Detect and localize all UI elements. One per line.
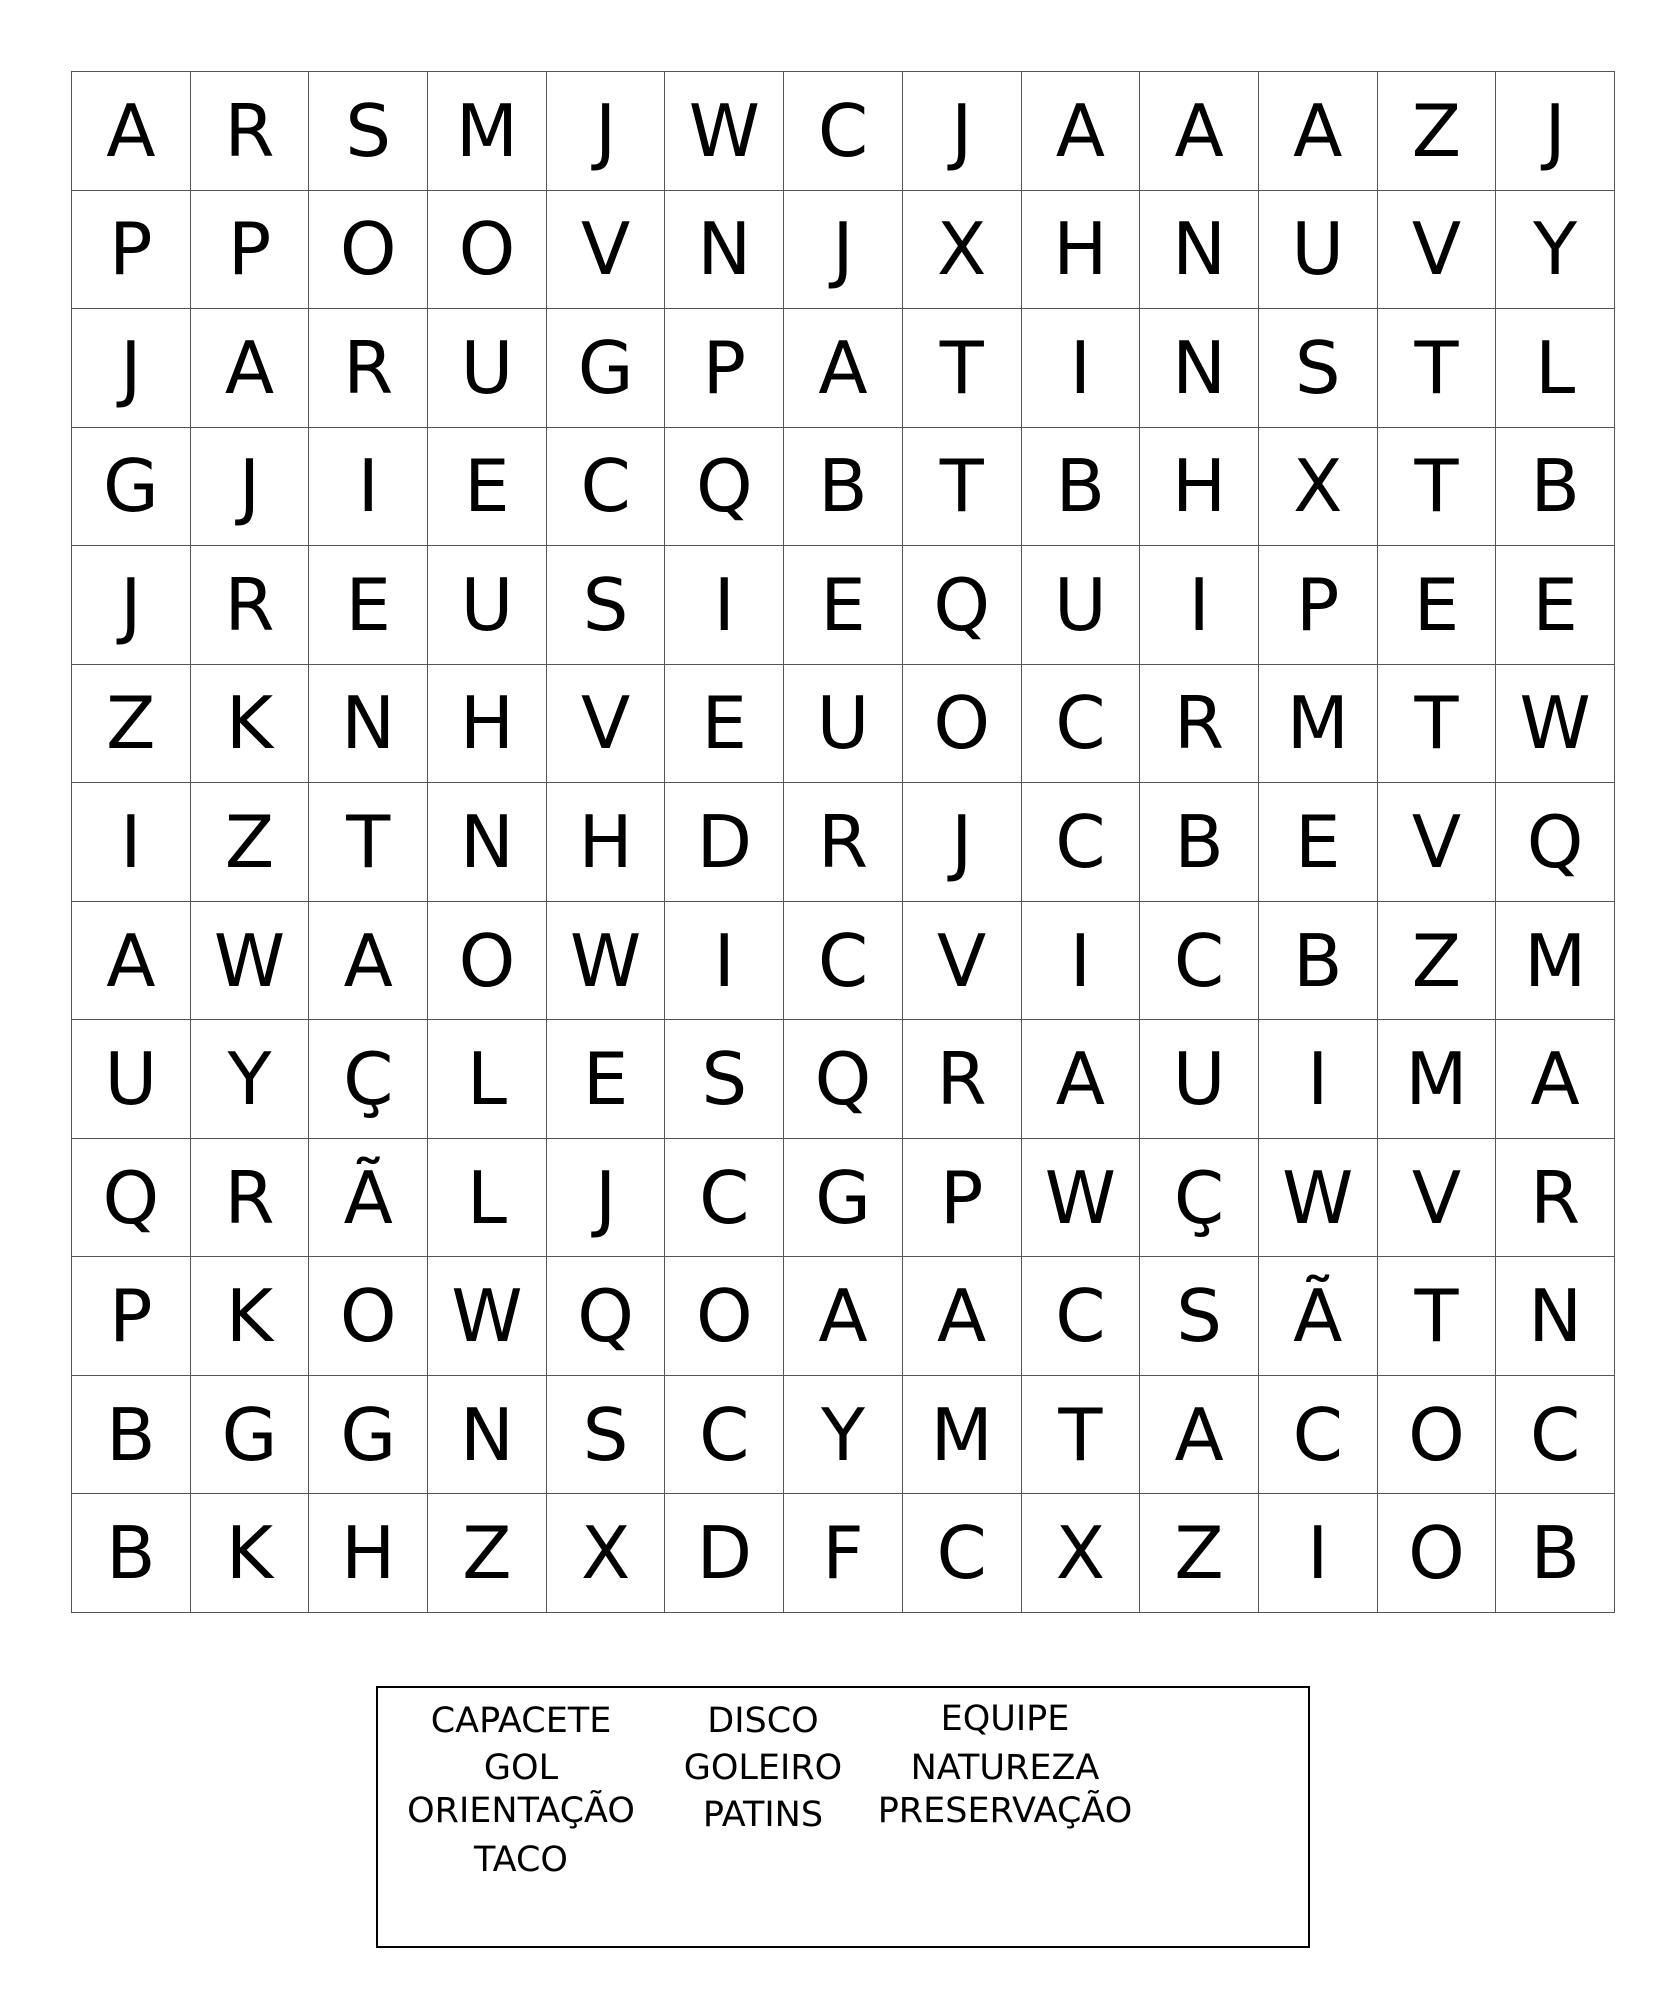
grid-cell[interactable]: P bbox=[72, 191, 191, 310]
word-list-item: PRESERVAÇÃO bbox=[877, 1791, 1133, 1831]
grid-cell[interactable]: S bbox=[547, 546, 666, 665]
grid-cell[interactable]: B bbox=[72, 1494, 191, 1613]
grid-cell[interactable]: W bbox=[1496, 665, 1615, 784]
grid-cell[interactable]: Q bbox=[784, 1020, 903, 1139]
grid-cell[interactable]: N bbox=[1140, 191, 1259, 310]
grid-cell[interactable]: Z bbox=[1378, 902, 1497, 1021]
grid-cell[interactable]: V bbox=[547, 665, 666, 784]
grid-cell[interactable]: Y bbox=[784, 1376, 903, 1495]
grid-cell[interactable]: A bbox=[1022, 1020, 1141, 1139]
grid-cell[interactable]: O bbox=[1378, 1494, 1497, 1613]
grid-cell[interactable]: R bbox=[903, 1020, 1022, 1139]
grid-cell[interactable]: U bbox=[428, 546, 547, 665]
grid-cell[interactable]: N bbox=[309, 665, 428, 784]
grid-cell[interactable]: S bbox=[547, 1376, 666, 1495]
grid-cell[interactable]: A bbox=[784, 1257, 903, 1376]
grid-cell[interactable]: O bbox=[309, 1257, 428, 1376]
grid-cell[interactable]: C bbox=[665, 1139, 784, 1258]
grid-cell[interactable]: T bbox=[903, 428, 1022, 547]
grid-cell[interactable]: C bbox=[1022, 783, 1141, 902]
grid-cell[interactable]: E bbox=[1378, 546, 1497, 665]
grid-cell[interactable]: P bbox=[72, 1257, 191, 1376]
grid-cell[interactable]: T bbox=[309, 783, 428, 902]
grid-cell[interactable]: R bbox=[1140, 665, 1259, 784]
grid-cell[interactable]: I bbox=[1259, 1020, 1378, 1139]
grid-cell[interactable]: R bbox=[784, 783, 903, 902]
grid-cell[interactable]: G bbox=[191, 1376, 310, 1495]
grid-cell[interactable]: W bbox=[547, 902, 666, 1021]
grid-cell[interactable]: M bbox=[428, 72, 547, 191]
grid-cell[interactable]: W bbox=[1022, 1139, 1141, 1258]
grid-cell[interactable]: W bbox=[428, 1257, 547, 1376]
grid-cell[interactable]: N bbox=[665, 191, 784, 310]
grid-cell[interactable]: J bbox=[903, 783, 1022, 902]
grid-cell[interactable]: M bbox=[1496, 902, 1615, 1021]
grid-cell[interactable]: Ã bbox=[309, 1139, 428, 1258]
grid-cell[interactable]: K bbox=[191, 1257, 310, 1376]
grid-cell[interactable]: C bbox=[903, 1494, 1022, 1613]
grid-cell[interactable]: W bbox=[191, 902, 310, 1021]
grid-cell[interactable]: T bbox=[1378, 1257, 1497, 1376]
grid-cell[interactable]: Q bbox=[72, 1139, 191, 1258]
grid-cell[interactable]: O bbox=[1378, 1376, 1497, 1495]
grid-cell[interactable]: Q bbox=[547, 1257, 666, 1376]
grid-cell[interactable]: O bbox=[428, 191, 547, 310]
word-list-item: NATUREZA bbox=[910, 1748, 1100, 1788]
grid-cell[interactable]: D bbox=[665, 1494, 784, 1613]
grid-cell[interactable]: I bbox=[1259, 1494, 1378, 1613]
grid-cell[interactable]: Q bbox=[1496, 783, 1615, 902]
word-list-item: DISCO bbox=[707, 1701, 819, 1741]
grid-cell[interactable]: J bbox=[191, 428, 310, 547]
grid-cell[interactable]: M bbox=[903, 1376, 1022, 1495]
grid-cell[interactable]: L bbox=[428, 1139, 547, 1258]
grid-cell[interactable]: T bbox=[1022, 1376, 1141, 1495]
grid-cell[interactable]: E bbox=[547, 1020, 666, 1139]
grid-cell[interactable]: I bbox=[1140, 546, 1259, 665]
grid-cell[interactable]: I bbox=[309, 428, 428, 547]
grid-cell[interactable]: E bbox=[309, 546, 428, 665]
grid-cell[interactable]: D bbox=[665, 783, 784, 902]
grid-cell[interactable]: H bbox=[1022, 191, 1141, 310]
grid-cell[interactable]: K bbox=[191, 1494, 310, 1613]
grid-cell[interactable]: I bbox=[1022, 902, 1141, 1021]
grid-cell[interactable]: J bbox=[547, 72, 666, 191]
grid-cell[interactable]: N bbox=[1140, 309, 1259, 428]
word-list bbox=[376, 1686, 1310, 1948]
grid-cell[interactable]: I bbox=[72, 783, 191, 902]
letter-grid bbox=[71, 71, 1615, 1613]
grid-cell[interactable]: Ç bbox=[309, 1020, 428, 1139]
grid-cell[interactable]: R bbox=[1496, 1139, 1615, 1258]
grid-cell[interactable]: C bbox=[1496, 1376, 1615, 1495]
grid-cell[interactable]: Z bbox=[191, 783, 310, 902]
grid-cell[interactable]: A bbox=[1140, 1376, 1259, 1495]
grid-cell[interactable]: R bbox=[191, 546, 310, 665]
grid-cell[interactable]: B bbox=[1022, 428, 1141, 547]
word-list-item: TACO bbox=[474, 1840, 568, 1880]
grid-cell[interactable]: J bbox=[72, 546, 191, 665]
grid-cell[interactable]: P bbox=[191, 191, 310, 310]
grid-cell[interactable]: U bbox=[428, 309, 547, 428]
grid-cell[interactable]: J bbox=[547, 1139, 666, 1258]
word-list-item: ORIENTAÇÃO bbox=[407, 1791, 635, 1831]
grid-cell[interactable]: E bbox=[665, 665, 784, 784]
grid-cell[interactable]: J bbox=[903, 72, 1022, 191]
grid-cell[interactable]: E bbox=[784, 546, 903, 665]
grid-cell[interactable]: Q bbox=[903, 546, 1022, 665]
grid-cell[interactable]: C bbox=[547, 428, 666, 547]
grid-cell[interactable]: P bbox=[1259, 546, 1378, 665]
grid-cell[interactable]: C bbox=[665, 1376, 784, 1495]
grid-cell[interactable]: J bbox=[72, 309, 191, 428]
grid-cell[interactable]: Z bbox=[72, 665, 191, 784]
grid-cell[interactable]: R bbox=[191, 1139, 310, 1258]
grid-cell[interactable]: S bbox=[309, 72, 428, 191]
grid-cell[interactable]: V bbox=[1378, 191, 1497, 310]
grid-cell[interactable]: A bbox=[191, 309, 310, 428]
grid-cell[interactable]: J bbox=[1496, 72, 1615, 191]
grid-cell[interactable]: Ç bbox=[1140, 1139, 1259, 1258]
grid-cell[interactable]: T bbox=[1378, 309, 1497, 428]
grid-cell[interactable]: Y bbox=[191, 1020, 310, 1139]
grid-cell[interactable]: W bbox=[1259, 1139, 1378, 1258]
grid-cell[interactable]: O bbox=[309, 191, 428, 310]
word-list-item: CAPACETE bbox=[430, 1701, 612, 1741]
grid-cell[interactable]: O bbox=[665, 1257, 784, 1376]
grid-cell[interactable]: V bbox=[903, 902, 1022, 1021]
grid-cell[interactable]: N bbox=[428, 783, 547, 902]
grid-cell[interactable]: V bbox=[547, 191, 666, 310]
grid-cell[interactable]: A bbox=[1022, 72, 1141, 191]
grid-cell[interactable]: G bbox=[72, 428, 191, 547]
grid-cell[interactable]: R bbox=[309, 309, 428, 428]
word-list-item: EQUIPE bbox=[940, 1699, 1070, 1739]
grid-cell[interactable]: A bbox=[1496, 1020, 1615, 1139]
grid-cell[interactable]: U bbox=[1022, 546, 1141, 665]
grid-cell[interactable]: C bbox=[1022, 1257, 1141, 1376]
grid-cell[interactable]: N bbox=[428, 1376, 547, 1495]
grid-cell[interactable]: U bbox=[1259, 191, 1378, 310]
grid-cell[interactable]: K bbox=[191, 665, 310, 784]
grid-cell[interactable]: O bbox=[903, 665, 1022, 784]
grid-cell[interactable]: Z bbox=[1378, 72, 1497, 191]
grid-cell[interactable]: X bbox=[547, 1494, 666, 1613]
grid-cell[interactable]: B bbox=[72, 1376, 191, 1495]
grid-cell[interactable]: C bbox=[1022, 665, 1141, 784]
grid-cell[interactable]: L bbox=[1496, 309, 1615, 428]
word-list-item: PATINS bbox=[702, 1795, 824, 1835]
grid-cell[interactable]: E bbox=[1259, 783, 1378, 902]
grid-cell[interactable]: S bbox=[665, 1020, 784, 1139]
grid-cell[interactable]: L bbox=[428, 1020, 547, 1139]
grid-cell[interactable]: P bbox=[903, 1139, 1022, 1258]
grid-cell[interactable]: X bbox=[1022, 1494, 1141, 1613]
grid-cell[interactable]: X bbox=[1259, 428, 1378, 547]
grid-cell[interactable]: I bbox=[1022, 309, 1141, 428]
grid-cell[interactable]: F bbox=[784, 1494, 903, 1613]
grid-cell[interactable]: H bbox=[547, 783, 666, 902]
grid-cell[interactable]: M bbox=[1259, 665, 1378, 784]
grid-cell[interactable]: O bbox=[428, 902, 547, 1021]
grid-cell[interactable]: U bbox=[72, 1020, 191, 1139]
grid-cell[interactable]: T bbox=[1378, 665, 1497, 784]
grid-cell[interactable]: A bbox=[784, 309, 903, 428]
grid-cell[interactable]: Ã bbox=[1259, 1257, 1378, 1376]
grid-cell[interactable]: B bbox=[784, 428, 903, 547]
grid-cell[interactable]: P bbox=[665, 309, 784, 428]
grid-cell[interactable]: A bbox=[1140, 72, 1259, 191]
grid-cell[interactable]: Y bbox=[1496, 191, 1615, 310]
grid-cell[interactable]: V bbox=[1378, 1139, 1497, 1258]
grid-cell[interactable]: N bbox=[1496, 1257, 1615, 1376]
grid-cell[interactable]: H bbox=[1140, 428, 1259, 547]
grid-cell[interactable]: T bbox=[903, 309, 1022, 428]
grid-cell[interactable]: Z bbox=[1140, 1494, 1259, 1613]
grid-cell[interactable]: W bbox=[665, 72, 784, 191]
grid-cell[interactable]: A bbox=[903, 1257, 1022, 1376]
grid-cell[interactable]: E bbox=[428, 428, 547, 547]
grid-cell[interactable]: A bbox=[309, 902, 428, 1021]
grid-cell[interactable]: S bbox=[1140, 1257, 1259, 1376]
grid-cell[interactable]: E bbox=[1496, 546, 1615, 665]
grid-cell[interactable]: G bbox=[547, 309, 666, 428]
grid-cell[interactable]: H bbox=[309, 1494, 428, 1613]
grid-cell[interactable]: B bbox=[1140, 783, 1259, 902]
grid-cell[interactable]: A bbox=[1259, 72, 1378, 191]
grid-cell[interactable]: B bbox=[1496, 428, 1615, 547]
grid-cell[interactable]: V bbox=[1378, 783, 1497, 902]
grid-cell[interactable]: T bbox=[1378, 428, 1497, 547]
grid-cell[interactable]: J bbox=[784, 191, 903, 310]
grid-cell[interactable]: I bbox=[665, 902, 784, 1021]
grid-cell[interactable]: U bbox=[1140, 1020, 1259, 1139]
grid-cell[interactable]: R bbox=[191, 72, 310, 191]
grid-cell[interactable]: C bbox=[784, 902, 903, 1021]
grid-cell[interactable]: G bbox=[784, 1139, 903, 1258]
grid-cell[interactable]: U bbox=[784, 665, 903, 784]
grid-cell[interactable]: C bbox=[1140, 902, 1259, 1021]
grid-cell[interactable]: M bbox=[1378, 1020, 1497, 1139]
grid-cell[interactable]: H bbox=[428, 665, 547, 784]
grid-cell[interactable]: B bbox=[1496, 1494, 1615, 1613]
grid-cell[interactable]: Q bbox=[665, 428, 784, 547]
grid-cell[interactable]: A bbox=[72, 902, 191, 1021]
grid-cell[interactable]: X bbox=[903, 191, 1022, 310]
grid-cell[interactable]: Z bbox=[428, 1494, 547, 1613]
word-list-item: GOLEIRO bbox=[683, 1748, 843, 1788]
grid-cell[interactable]: B bbox=[1259, 902, 1378, 1021]
grid-cell[interactable]: C bbox=[1259, 1376, 1378, 1495]
grid-cell[interactable]: C bbox=[784, 72, 903, 191]
grid-cell[interactable]: I bbox=[665, 546, 784, 665]
grid-cell[interactable]: S bbox=[1259, 309, 1378, 428]
word-list-item: GOL bbox=[483, 1748, 559, 1788]
grid-cell[interactable]: G bbox=[309, 1376, 428, 1495]
grid-cell[interactable]: A bbox=[72, 72, 191, 191]
